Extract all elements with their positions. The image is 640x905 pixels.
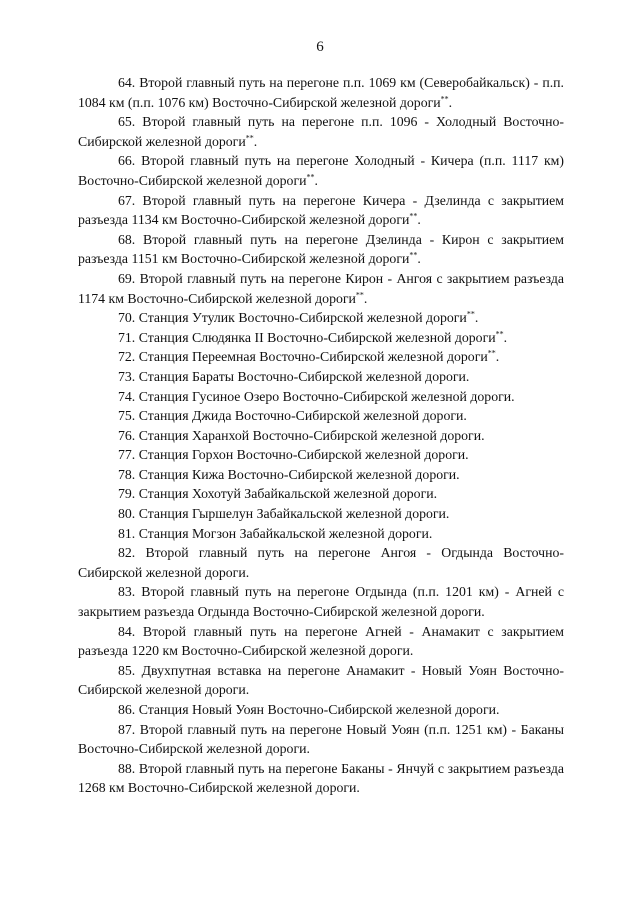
list-item [78,759,564,798]
item-number: 70. [118,310,136,326]
list-item [78,622,564,661]
list-item [78,661,564,700]
item-number: 68. [118,231,136,247]
list-item [78,582,564,621]
item-number: 76. [118,427,136,443]
list-item [78,328,564,348]
list-item [78,191,564,230]
item-text: Станция Гыршелун Забайкальской железной дороги. [135,506,450,522]
item-text: Второй главный путь на перегоне Холодный - Кичера (п.п. 1117 км) Восточно-Сибирской железной дороги [78,153,564,188]
item-tail: . [495,349,500,365]
item-number: 78. [118,466,136,482]
list-item [78,367,564,387]
footnote-mark: ** [409,211,418,221]
list-item [78,504,564,524]
item-text: Второй главный путь на перегоне Кичера - Дзелинда с закрытием разъезда 1134 км Восточно-Сибирской железной дороги [78,192,564,228]
item-number: 81. [118,525,136,541]
item-number: 82. [118,545,136,561]
footnote-mark: ** [306,172,315,182]
list-item [78,426,564,446]
item-text: Станция Переемная Восточно-Сибирской железной дороги [135,349,488,365]
list-item [78,720,564,759]
item-text: Станция Гусиное Озеро Восточно-Сибирской железной дороги. [135,388,515,404]
list-item [78,524,564,544]
item-number: 71. [118,329,136,345]
item-text: Станция Хохотуй Забайкальской железной дороги. [135,486,438,502]
list-item [78,387,564,407]
item-number: 65. [118,114,136,130]
list-item [78,269,564,308]
item-text: Второй главный путь на перегоне Кирон - Ангоя с закрытием разъезда 1174 км Восточно-Сибирской железной дороги [78,270,564,306]
item-text: Станция Харанхой Восточно-Сибирской железной дороги. [135,427,485,443]
footnote-mark: ** [495,329,504,339]
item-number: 67. [118,192,136,208]
item-number: 75. [118,408,136,424]
item-number: 73. [118,368,136,384]
list-item [78,73,564,112]
item-text: Двухпутная вставка на перегоне Анамакит - Новый Уоян Восточно-Сибирской железной дороги. [78,662,564,698]
list-item [78,406,564,426]
item-tail: . [363,290,368,306]
item-text: Станция Кижа Восточно-Сибирской железной дороги. [135,466,460,482]
item-text: Станция Могзон Забайкальской железной дороги. [135,525,433,541]
item-number: 88. [118,760,136,776]
item-tail: . [253,133,258,149]
footnote-mark: ** [466,309,475,319]
item-tail: . [474,310,479,326]
document-body [78,73,564,798]
item-text: Станция Бараты Восточно-Сибирской железной дороги. [135,368,470,384]
item-number: 87. [118,721,136,737]
item-number: 85. [118,662,136,678]
item-text: Станция Новый Уоян Восточно-Сибирской железной дороги. [135,702,500,717]
item-tail: . [448,94,453,110]
item-text: Второй главный путь на перегоне п.п. 1096 - Холодный Восточно-Сибирской железной дороги [78,114,564,149]
item-number: 69. [118,270,136,286]
item-number: 86. [118,702,136,717]
list-item [78,308,564,328]
item-text: Второй главный путь на перегоне п.п. 1069 км (Северобайкальск) - п.п. 1084 км (п.п. 1076 км) Восточно-Сибирской железной дороги [78,75,564,110]
footnote-mark: ** [409,250,418,260]
item-number: 80. [118,506,136,522]
item-number: 72. [118,349,136,365]
list-item [78,230,564,269]
item-text: Второй главный путь на перегоне Агней - Анамакит с закрытием разъезда 1220 км Восточно-Сибирской железной дороги. [78,623,564,659]
item-text: Станция Джида Восточно-Сибирской железной дороги. [135,408,467,424]
footnote-mark: ** [487,348,496,358]
list-item [78,445,564,465]
item-tail: . [417,212,421,228]
item-text: Станция Горхон Восточно-Сибирской железной дороги. [135,447,469,463]
list-item [78,151,564,190]
list-item [78,543,564,582]
item-number: 64. [118,75,136,90]
item-number: 74. [118,388,136,404]
page-number: 6 [316,39,324,55]
item-text: Второй главный путь на перегоне Ангоя - Огдында Восточно-Сибирской железной дороги. [78,545,564,580]
footnote-mark: ** [355,289,364,299]
item-number: 79. [118,486,136,502]
footnote-mark: ** [245,133,254,143]
item-text: Второй главный путь на перегоне Огдында (п.п. 1201 км) - Агней с закрытием разъезда Огдында Восточно-Сибирской железной дороги. [78,584,564,620]
footnote-mark: ** [440,94,449,103]
item-tail: . [417,251,421,267]
item-text: Станция Слюдянка II Восточно-Сибирской железной дороги [135,329,496,345]
item-number: 66. [118,153,136,169]
item-number: 84. [118,623,136,639]
list-item [78,484,564,504]
list-item [78,112,564,151]
item-text: Второй главный путь на перегоне Дзелинда - Кирон с закрытием разъезда 1151 км Восточно-Сибирской железной дороги [78,231,564,267]
item-text: Второй главный путь на перегоне Новый Уоян (п.п. 1251 км) - Баканы Восточно-Сибирской железной дороги. [78,721,564,757]
item-number: 77. [118,447,136,463]
item-tail: . [314,172,318,188]
list-item [78,465,564,485]
item-text: Второй главный путь на перегоне Баканы - Янчуй с закрытием разъезда 1268 км Восточно-Сибирской железной дороги. [78,760,564,796]
list-item [78,347,564,367]
item-text: Станция Утулик Восточно-Сибирской железной дороги [135,310,467,326]
item-number: 83. [118,584,136,600]
list-item [78,700,564,720]
item-tail: . [503,329,508,345]
